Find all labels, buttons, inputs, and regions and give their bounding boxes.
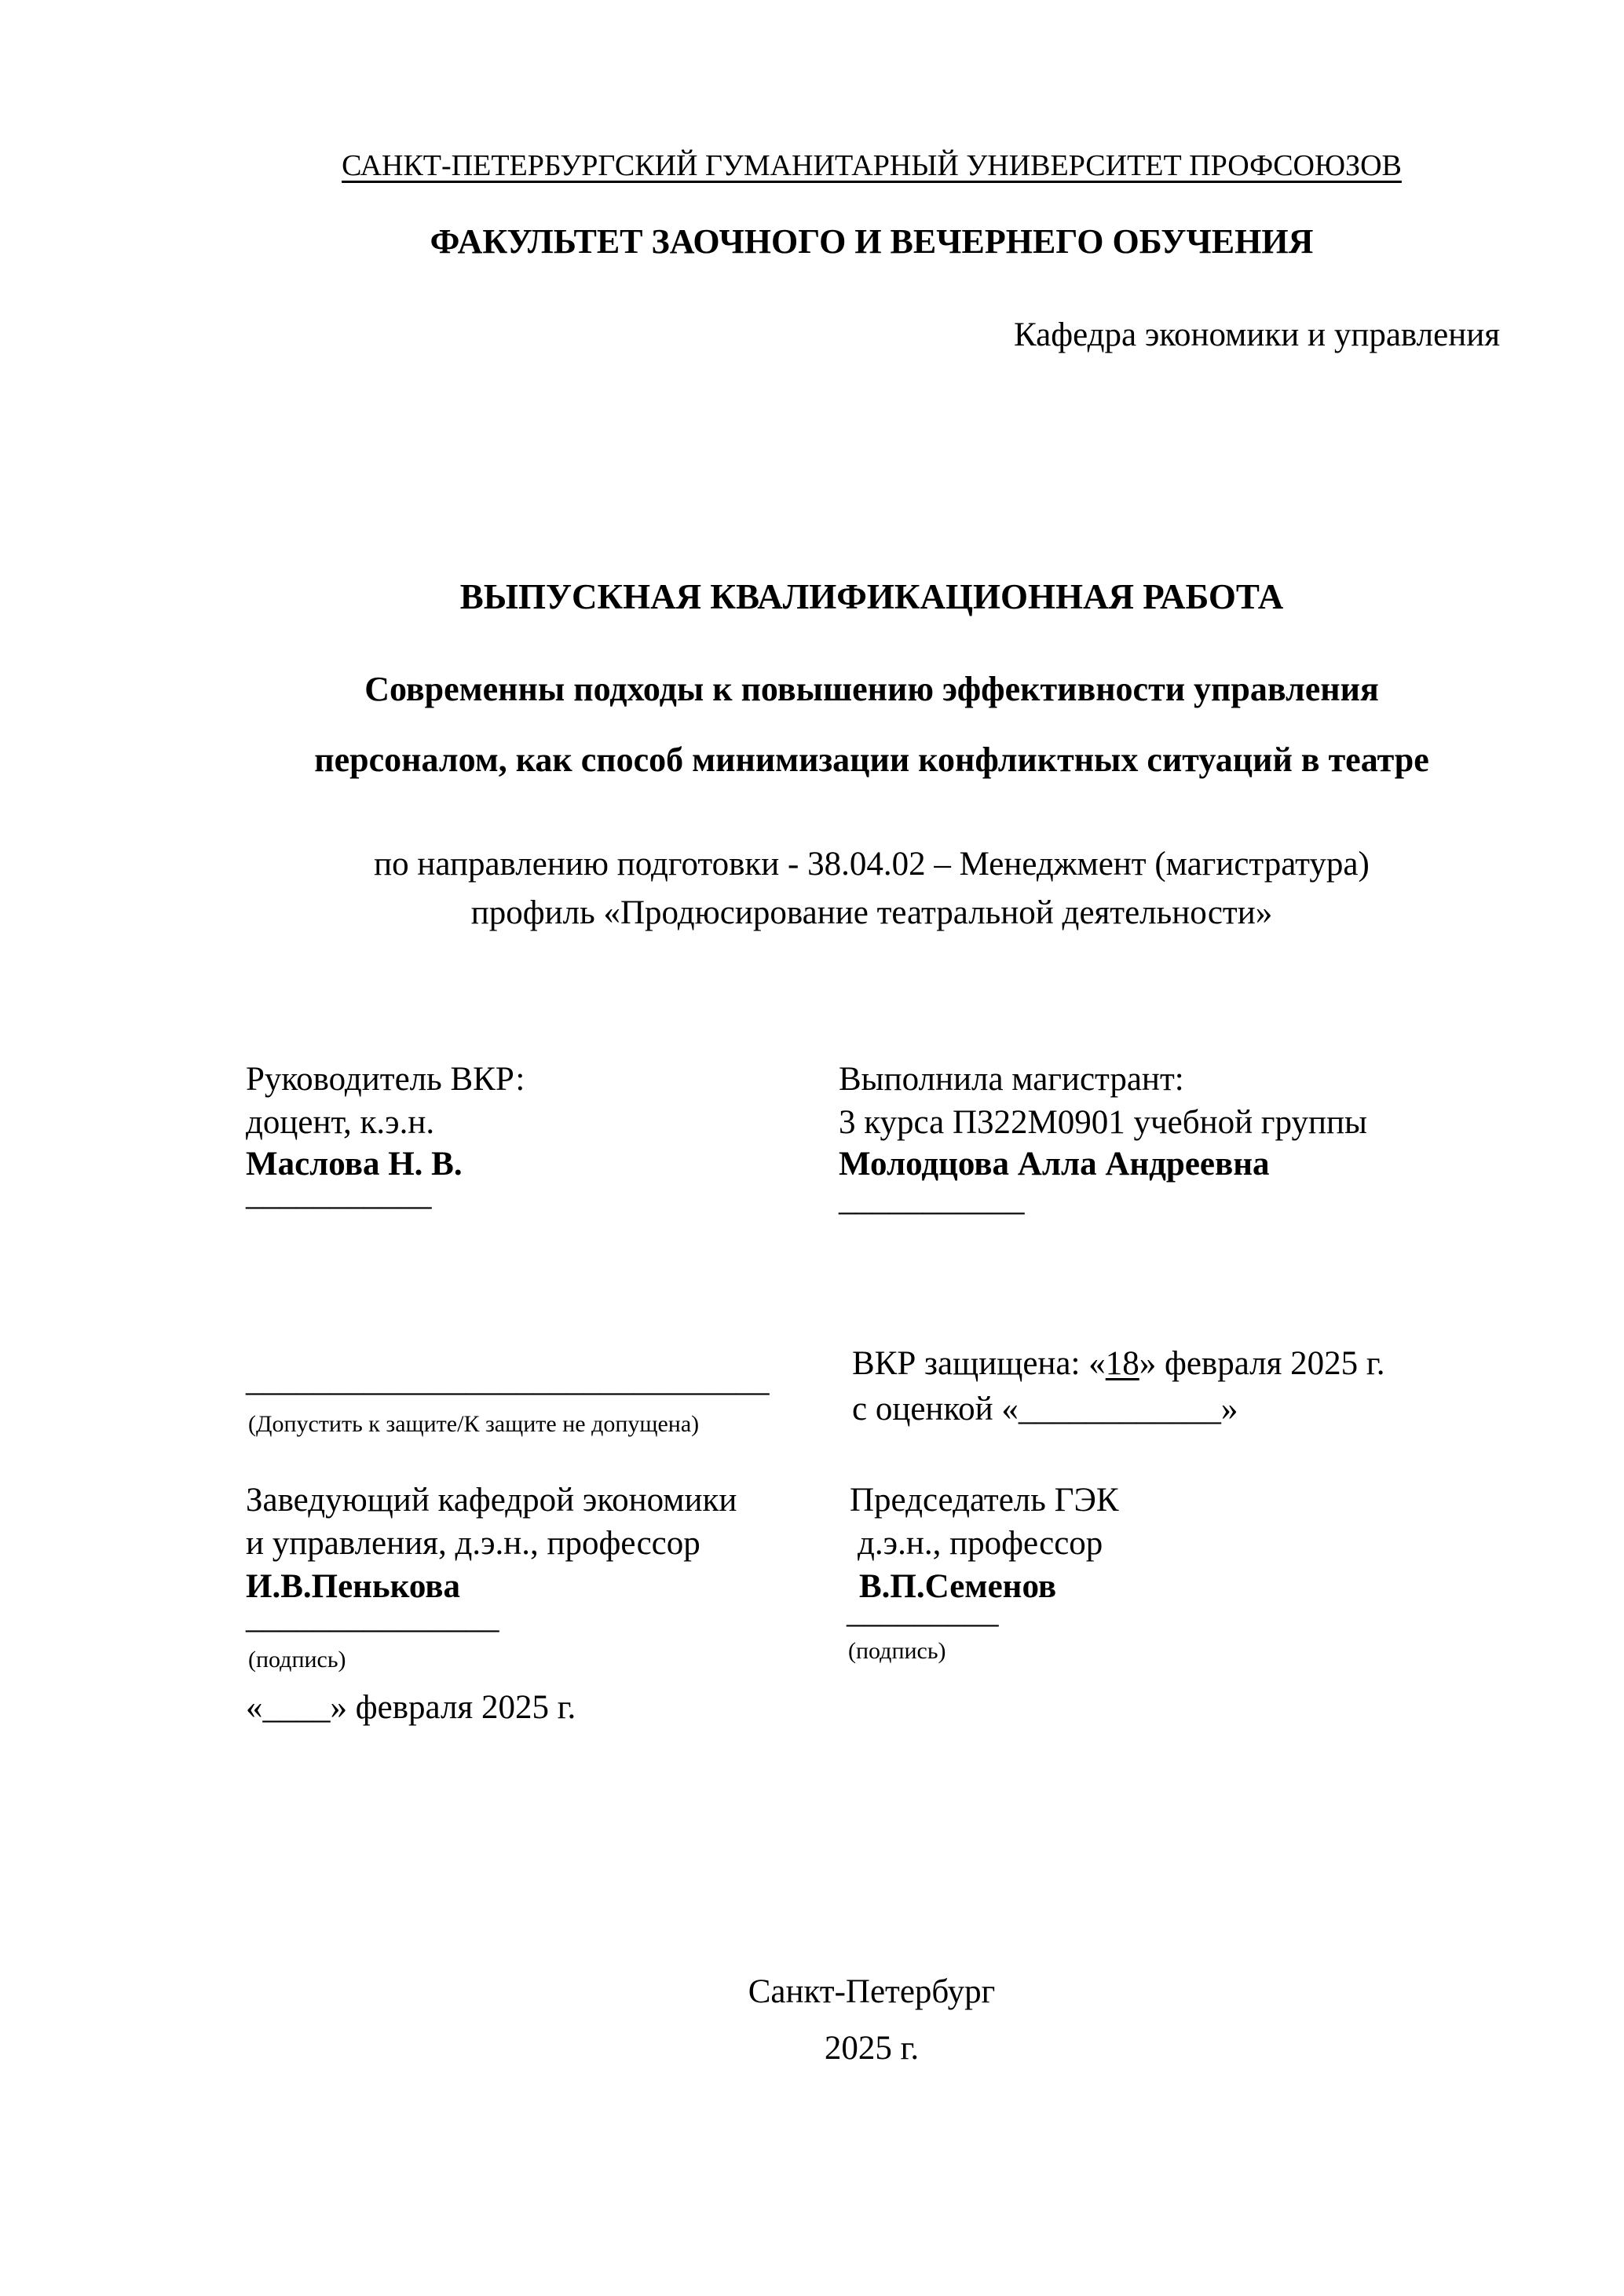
program-line2: профиль «Продюсирование театральной деятельности»: [470, 894, 1273, 931]
head-signature-caption: (подпись): [248, 1647, 346, 1673]
head-role-line2: и управления, д.э.н., профессор: [246, 1525, 700, 1562]
admission-signature-line: _______________________________: [246, 1362, 770, 1398]
chair-signature-line: _________: [847, 1593, 999, 1630]
chair-name: В.П.Семенов: [859, 1568, 1057, 1605]
chair-signature-caption: (подпись): [848, 1638, 946, 1664]
thesis-title-line1: Современны подходы к повышению эффективности управления: [364, 670, 1379, 708]
supervisor-name: Маслова Н. В.: [246, 1146, 463, 1183]
university-header: САНКТ-ПЕТЕРБУРГСКИЙ ГУМАНИТАРНЫЙ УНИВЕРСИТЕТ ПРОФСОЮЗОВ: [342, 149, 1402, 182]
year-label: 2025 г.: [824, 2030, 920, 2067]
defense-date-suffix: » февраля 2025 г.: [1139, 1345, 1385, 1382]
supervisor-signature-line: ___________: [246, 1175, 432, 1212]
department-label: Кафедра экономики и управления: [1014, 316, 1500, 353]
chair-role-line2: д.э.н., профессор: [858, 1525, 1103, 1562]
head-role-line1: Заведующий кафедрой экономики: [246, 1482, 737, 1519]
student-role-label: Выполнила магистрант:: [839, 1061, 1184, 1098]
supervisor-rank: доцент, к.э.н.: [246, 1104, 435, 1141]
defense-grade-line: с оценкой «____________»: [852, 1391, 1238, 1428]
thesis-title-line2: персоналом, как способ минимизации конфликтных ситуаций в театре: [314, 740, 1429, 779]
chair-role-line1: Председатель ГЭК: [850, 1482, 1119, 1519]
student-signature-line: ___________: [839, 1181, 1025, 1218]
defense-date-prefix: ВКР защищена: «: [852, 1345, 1106, 1382]
defense-date-line: [852, 1344, 1384, 1383]
student-group: 3 курса П322М0901 учебной группы: [839, 1104, 1367, 1141]
city-label: Санкт-Петербург: [748, 1973, 996, 2010]
program-line1: по направлению подготовки - 38.04.02 – Менеджмент (магистратура): [374, 846, 1370, 883]
student-name: Молодцова Алла Андреевна: [839, 1146, 1270, 1183]
head-name: И.В.Пенькова: [246, 1568, 461, 1605]
head-signature-line: _______________: [246, 1599, 499, 1636]
faculty-header: ФАКУЛЬТЕТ ЗАОЧНОГО И ВЕЧЕРНЕГО ОБУЧЕНИЯ: [430, 222, 1314, 261]
admission-caption: (Допустить к защите/К защите не допущена): [248, 1411, 700, 1437]
head-date-line: «____» февраля 2025 г.: [246, 1689, 576, 1726]
defense-day: 18: [1105, 1345, 1139, 1382]
work-type-heading: ВЫПУСКНАЯ КВАЛИФИКАЦИОННАЯ РАБОТА: [459, 577, 1284, 616]
supervisor-role-label: Руководитель ВКР:: [246, 1061, 525, 1098]
